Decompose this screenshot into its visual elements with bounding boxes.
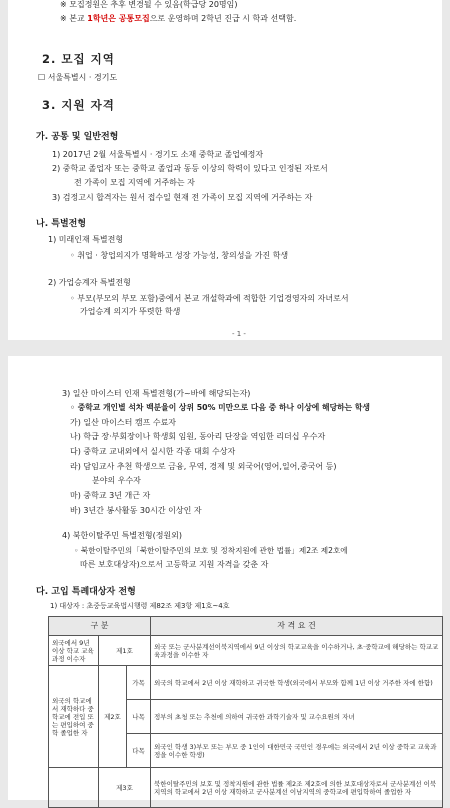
p3-item-da: 다) 중학교 교내외에서 실시한 각종 대회 수상자: [70, 447, 236, 456]
region-checkbox-label: ☐ 서울특별시 · 경기도: [38, 73, 118, 82]
eligibility-table: [48, 616, 443, 808]
table-header-category: 구 분: [49, 617, 151, 636]
na2-desc-1: ◦ 부모(부모의 부모 포함)중에서 본교 개설학과에 적합한 기업경영자의 자녀로서: [70, 294, 349, 303]
ga-item-2: 2) 중학교 졸업자 또는 중학교 졸업과 동등 이상의 학력이 있다고 인정된 자로서: [52, 164, 328, 173]
p3-item-ra: 라) 담임교사 추천 학생으로 금융, 무역, 경제 및 외국어(영어,일어,중국어 등): [70, 462, 337, 471]
row2-ga-label: 가목: [127, 666, 151, 700]
table-header-requirements: 자 격 요 건: [151, 617, 443, 636]
ga-item-1: 1) 2017년 2월 서울특별시 · 경기도 소재 중학교 졸업예정자: [52, 150, 264, 159]
p3-item-ra-cont: 분야의 우수자: [92, 476, 141, 485]
row2-da-requirement: 외국인 학생 3)부모 또는 부모 중 1인이 대한민국 국민인 경우에는 외국에서 2년 이상 중학교 교육과정을 이수한 학생): [151, 734, 443, 768]
row2-na-requirement: 정부의 초청 또는 추천에 의하여 귀국한 과학기술자 및 교수요원의 자녀: [151, 700, 443, 734]
page-number: - 1 -: [232, 330, 246, 338]
recruit-note-2: [60, 14, 296, 24]
na2-desc-2: 가업승계 의지가 뚜렷한 학생: [80, 307, 181, 316]
section-2-title: 2. 모집 지역: [42, 52, 115, 66]
na2-title: 2) 가업승계자 특별전형: [48, 278, 131, 287]
da-target-line: 1) 대상자 : 초중등교육법시행령 제82조 제3항 제1호~4호: [50, 602, 230, 610]
p3-title: 3) 일산 마이스터 인재 특별전형(가~바에 해당되는자): [62, 389, 251, 398]
note-highlight: 1학년은 공통모집: [87, 14, 150, 23]
na1-desc: ◦ 취업 · 창업의지가 명확하고 성장 가능성, 창의성을 가진 학생: [70, 251, 289, 260]
subsection-da-title: 다. 고입 특례대상자 전형: [36, 587, 136, 597]
row3-code: 제3호: [99, 768, 151, 808]
row2-ga-requirement: 외국의 학교에서 2년 이상 재학하고 귀국한 학생(외국에서 부모와 함께 1년 이상 거주한 자에 한함): [151, 666, 443, 700]
subsection-ga-title: 가. 공통 및 일반전형: [36, 132, 119, 142]
ga-item-2-cont: 전 가족이 모집 지역에 거주하는 자: [74, 178, 195, 187]
recruit-note-1: ※ 모집정원은 추후 변경될 수 있음(학급당 20명임): [60, 0, 238, 9]
p4-title: 4) 북한이탈주민 특별전형(정원외): [62, 531, 183, 540]
subsection-na-title: 나. 특별전형: [36, 219, 87, 229]
p3-item-ma: 마) 중학교 3년 개근 자: [70, 491, 151, 500]
p3-item-ba: 바) 3년간 봉사활동 30시간 이상인 자: [70, 506, 202, 515]
row2-na-label: 나목: [127, 700, 151, 734]
row2-category: 외국의 학교에서 재학하다 중학교에 전입 또는 편입하여 중학 졸업한 자: [49, 666, 99, 768]
row2-code: 제2호: [99, 666, 127, 768]
p3-bold-condition: ◦ 중학교 개인별 석차 백분율이 상위 50% 미만으로 다음 중 하나 이상에 해당하는 학생: [70, 403, 370, 412]
row3-category: [49, 768, 99, 808]
row1-requirement: 외국 또는 군사분계선이북지역에서 9년 이상의 학교교육을 이수하거나, 초·중학교에 해당하는 학교교육과정을 이수한 자: [151, 636, 443, 666]
section-3-title: 3. 지원 자격: [42, 98, 115, 112]
p4-desc-1: ◦ 북한이탈주민의「북한이탈주민의 보호 및 정착지원에 관한 법률」제2조 제2호에: [74, 546, 348, 555]
na1-title: 1) 미래인재 특별전형: [48, 235, 124, 244]
row3-requirement: 북한이탈주민의 보호 및 정착지원에 관한 법률 제2조 제2호에 의한 보호대상자로서 군사분계선 이북지역의 학교에서 2년 이상 재학하고 군사분계선 이남지역의 중학교에 편입학하여 졸업한 자: [151, 768, 443, 808]
note-text-post: 으로 운영하며 2학년 진급 시 학과 선택함.: [149, 14, 297, 23]
note-text-pre: ※ 본교: [60, 14, 88, 23]
ga-item-3: 3) 검정고시 합격자는 원서 접수일 현재 전 가족이 모집 지역에 거주하는 자: [52, 193, 313, 202]
row2-da-label: 다목: [127, 734, 151, 768]
row1-category: 외국에서 9년 이상 학교 교육과정 이수자: [49, 636, 99, 666]
document-page-2: [8, 356, 442, 800]
p3-item-ga: 가) 일산 마이스터 캠프 수료자: [70, 418, 177, 427]
document-page-1: [8, 0, 442, 340]
p4-desc-2: 따른 보호대상자)으로서 고등학교 지원 자격을 갖춘 자: [80, 560, 269, 569]
row1-code: 제1호: [99, 636, 151, 666]
p3-item-na: 나) 학급 장·부회장이나 학생회 임원, 동아리 단장을 역임한 리더십 우수자: [70, 432, 326, 441]
